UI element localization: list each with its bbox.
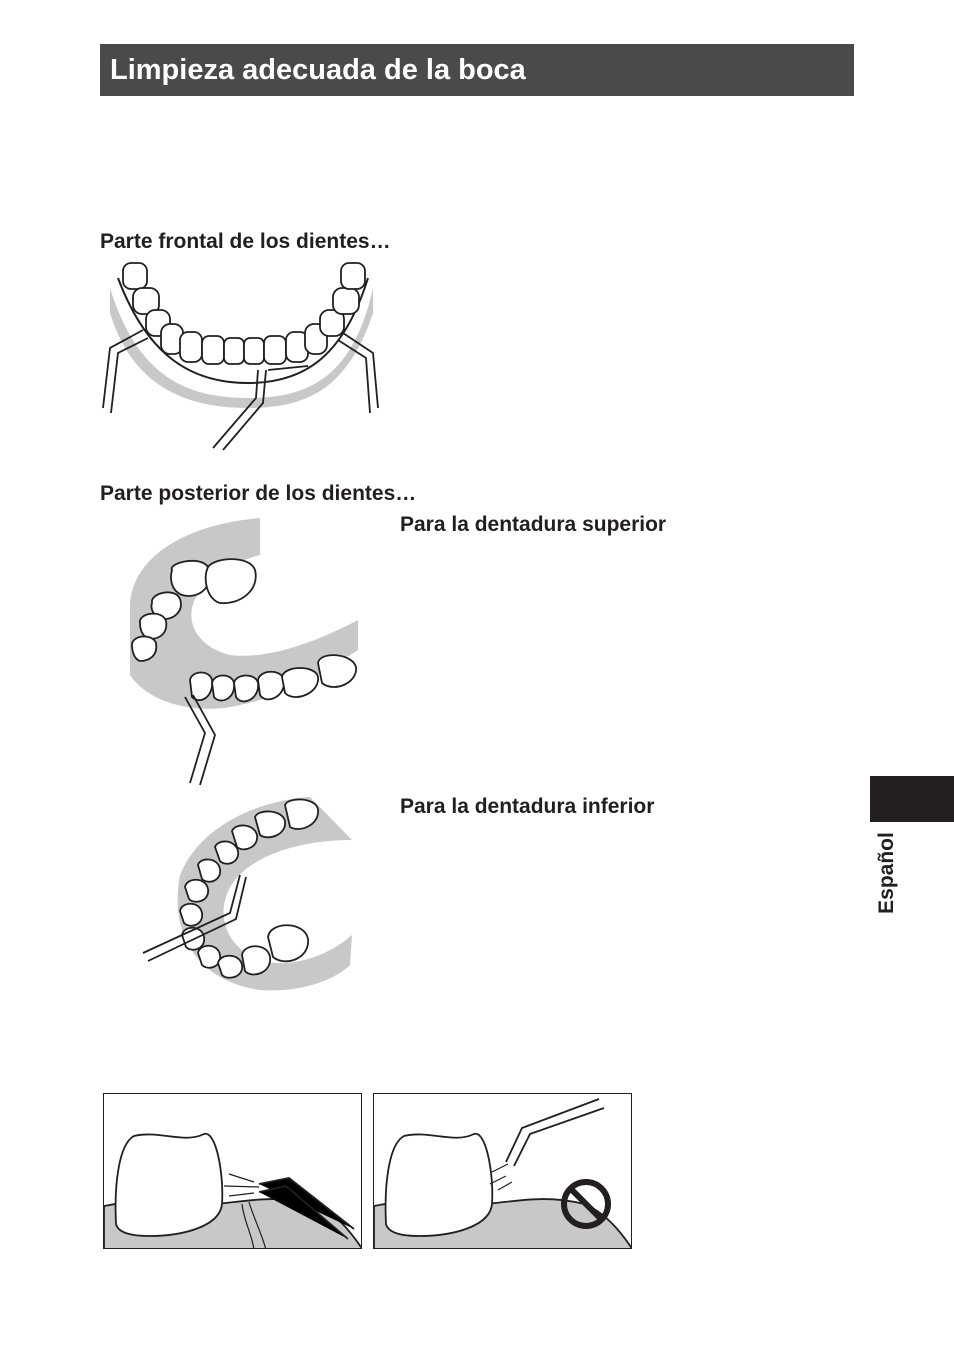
lower-teeth-illustration — [140, 795, 355, 993]
lower-teeth-label: Para la dentadura inferior — [400, 795, 655, 818]
incorrect-angle-illustration — [374, 1094, 632, 1249]
upper-teeth-illustration — [120, 515, 365, 787]
incorrect-angle-panel — [373, 1093, 632, 1249]
title-bar — [100, 44, 854, 96]
front-teeth-illustration — [98, 258, 388, 454]
correct-angle-panel — [103, 1093, 362, 1249]
language-label: Español — [875, 832, 898, 914]
front-teeth-heading: Parte frontal de los dientes… — [100, 230, 391, 253]
back-teeth-heading: Parte posterior de los dientes… — [100, 482, 417, 505]
correct-angle-illustration — [104, 1094, 362, 1249]
upper-teeth-label: Para la dentadura superior — [400, 513, 667, 536]
page-title: Limpieza adecuada de la boca — [110, 54, 526, 86]
language-tab — [870, 776, 954, 822]
